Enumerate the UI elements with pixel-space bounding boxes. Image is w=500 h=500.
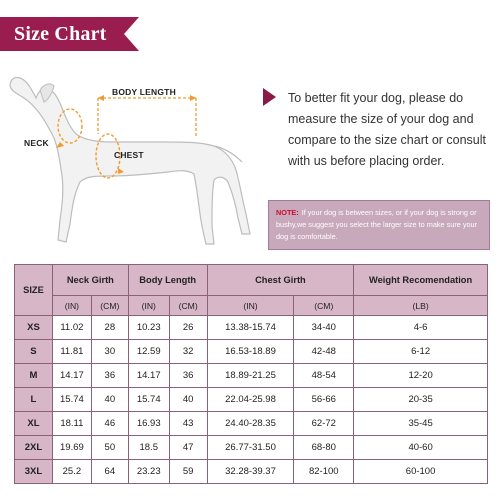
table-cell: 48-54 <box>294 364 354 388</box>
table-cell: 15.74 <box>52 388 91 412</box>
table-header-row <box>15 265 488 296</box>
table-cell: 64 <box>91 460 128 484</box>
table-cell: 12.59 <box>128 340 169 364</box>
unit-cell: (IN) <box>128 296 169 316</box>
table-cell: 32.28-39.37 <box>207 460 294 484</box>
table-row <box>15 436 488 460</box>
table-cell: 50 <box>91 436 128 460</box>
table-cell: 35-45 <box>354 412 488 436</box>
unit-cell: (CM) <box>91 296 128 316</box>
table-cell: 59 <box>169 460 207 484</box>
table-row <box>15 364 488 388</box>
table-cell: 11.02 <box>52 316 91 340</box>
table-cell: 18.89-21.25 <box>207 364 294 388</box>
table-cell: 4-6 <box>354 316 488 340</box>
table-cell: 24.40-28.35 <box>207 412 294 436</box>
table-cell: 68-80 <box>294 436 354 460</box>
size-cell: 2XL <box>15 436 53 460</box>
table-cell: 13.38-15.74 <box>207 316 294 340</box>
triangle-bullet-icon <box>263 88 276 106</box>
table-cell: 18.11 <box>52 412 91 436</box>
table-unit-row <box>15 296 488 316</box>
size-table <box>14 264 488 484</box>
table-cell: 23.23 <box>128 460 169 484</box>
unit-cell: (CM) <box>294 296 354 316</box>
table-cell: 16.93 <box>128 412 169 436</box>
weight-header: Weight Recomendation <box>354 265 488 296</box>
size-cell: L <box>15 388 53 412</box>
table-cell: 16.53-18.89 <box>207 340 294 364</box>
note-box <box>268 200 490 250</box>
table-cell: 36 <box>91 364 128 388</box>
table-cell: 40 <box>169 388 207 412</box>
table-cell: 46 <box>91 412 128 436</box>
note-label: NOTE: <box>276 208 299 217</box>
chest-girth-header: Chest Girth <box>207 265 354 296</box>
table-cell: 60-100 <box>354 460 488 484</box>
size-cell: S <box>15 340 53 364</box>
table-cell: 26.77-31.50 <box>207 436 294 460</box>
table-cell: 62-72 <box>294 412 354 436</box>
table-cell: 15.74 <box>128 388 169 412</box>
table-cell: 26 <box>169 316 207 340</box>
size-cell: 3XL <box>15 460 53 484</box>
dog-measurement-diagram <box>0 58 260 258</box>
unit-cell: (IN) <box>207 296 294 316</box>
neck-girth-header: Neck Girth <box>52 265 128 296</box>
body-length-header: Body Length <box>128 265 207 296</box>
table-cell: 40-60 <box>354 436 488 460</box>
table-row <box>15 412 488 436</box>
size-header: SIZE <box>15 265 53 316</box>
table-row <box>15 316 488 340</box>
table-cell: 82-100 <box>294 460 354 484</box>
page-title: Size Chart <box>14 23 107 45</box>
table-cell: 12-20 <box>354 364 488 388</box>
fit-instructions: To better fit your dog, please do measure the size of your dog and compare to the size chart or consult with us before placing order. <box>288 91 487 168</box>
unit-cell: (CM) <box>169 296 207 316</box>
table-cell: 22.04-25.98 <box>207 388 294 412</box>
table-row <box>15 340 488 364</box>
table-cell: 34-40 <box>294 316 354 340</box>
table-cell: 40 <box>91 388 128 412</box>
unit-cell: (IN) <box>52 296 91 316</box>
table-cell: 6-12 <box>354 340 488 364</box>
body-length-label: BODY LENGTH <box>112 87 176 97</box>
table-cell: 30 <box>91 340 128 364</box>
table-cell: 14.17 <box>128 364 169 388</box>
size-cell: XL <box>15 412 53 436</box>
table-cell: 42-48 <box>294 340 354 364</box>
table-cell: 43 <box>169 412 207 436</box>
table-cell: 56-66 <box>294 388 354 412</box>
size-cell: M <box>15 364 53 388</box>
table-cell: 14.17 <box>52 364 91 388</box>
table-cell: 11.81 <box>52 340 91 364</box>
table-cell: 47 <box>169 436 207 460</box>
table-cell: 20-35 <box>354 388 488 412</box>
table-cell: 28 <box>91 316 128 340</box>
table-cell: 25.2 <box>52 460 91 484</box>
unit-cell: (LB) <box>354 296 488 316</box>
note-text: If your dog is between sizes, or if your dog is strong or bushy,we suggest you select the larger size to make sure your dog is comfortable. <box>276 208 478 241</box>
size-chart-banner <box>0 17 139 51</box>
chest-label: CHEST <box>114 150 144 160</box>
table-cell: 10.23 <box>128 316 169 340</box>
table-cell: 18.5 <box>128 436 169 460</box>
size-cell: XS <box>15 316 53 340</box>
table-row <box>15 460 488 484</box>
table-cell: 19.69 <box>52 436 91 460</box>
table-cell: 36 <box>169 364 207 388</box>
table-row <box>15 388 488 412</box>
table-cell: 32 <box>169 340 207 364</box>
neck-label: NECK <box>24 138 49 148</box>
